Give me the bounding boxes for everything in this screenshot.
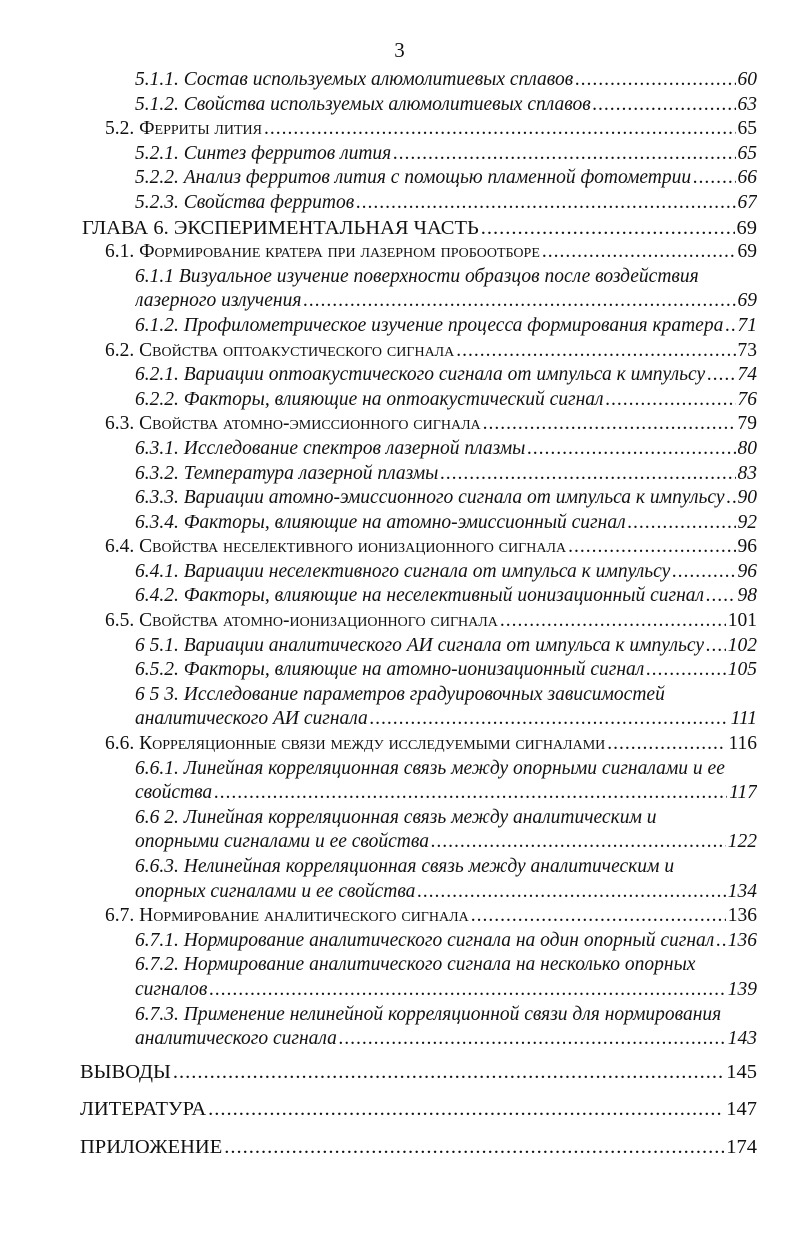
dot-leader [339, 1027, 726, 1052]
dot-leader [481, 216, 735, 241]
toc-entry-title: свойства [135, 782, 213, 804]
toc-entry-title: ГЛАВА 6. ЭКСПЕРИМЕНТАЛЬНАЯ ЧАСТЬ [82, 216, 479, 239]
toc-entry-6-6-3 [135, 855, 757, 904]
toc-entry-number: 6.4. [105, 536, 135, 558]
toc-entry-title: Свойства атомно-ионизационного сигнала [139, 610, 498, 632]
toc-entry-6-5 [105, 609, 757, 634]
toc-entry-title: опорных сигналами и ее свойства [135, 880, 416, 902]
toc-entry-6-3-3 [135, 486, 757, 511]
toc-entry-title-line1: 6.7.3. Применение нелинейной корреляционной связи для нормирования [135, 1003, 722, 1025]
toc-entry-title: аналитического АИ сигнала [135, 708, 368, 730]
toc-entry-number: 5.2. [105, 118, 135, 140]
toc-page-number: 101 [727, 610, 757, 632]
dot-leader [672, 560, 735, 585]
toc-page-number: 98 [737, 585, 757, 607]
toc-entry-title: Нормирование аналитического сигнала [139, 905, 469, 927]
toc-entry-title: 6.3.2. Температура лазерной плазмы [135, 462, 439, 484]
toc-entry-6-4 [105, 535, 757, 560]
toc-entry-number: 6.5. [105, 610, 135, 632]
toc-entry-6-3 [105, 412, 757, 437]
toc-page-number: 69 [737, 290, 757, 312]
toc-page-number: 136 [727, 929, 757, 951]
dot-leader [208, 1097, 724, 1122]
dot-leader [209, 978, 725, 1003]
dot-leader [568, 535, 735, 560]
toc-page-number: 102 [727, 634, 757, 656]
toc-entry-title: ЛИТЕРАТУРА [80, 1098, 207, 1121]
toc-entry-6-5-1 [135, 634, 757, 659]
toc-page-number: 71 [737, 314, 757, 336]
dot-leader [542, 240, 736, 265]
dot-leader [725, 314, 735, 339]
toc-entry-5-2-3 [135, 191, 757, 216]
dot-leader [456, 339, 735, 364]
dot-leader [214, 781, 727, 806]
toc-entry-6-6 [105, 732, 757, 757]
dot-leader [264, 117, 735, 142]
toc-page-number: 111 [730, 708, 757, 730]
toc-entry-title: 6.2.2. Факторы, влияющие на оптоакустический сигнал [135, 388, 604, 410]
toc-entry-title-line1: 6.6.3. Нелинейная корреляционная связь между аналитическим и [135, 856, 675, 877]
dot-leader [471, 904, 726, 929]
toc-entry-title: Корреляционные связи между исследуемыми сигналами [139, 733, 606, 755]
dot-leader [707, 363, 735, 388]
toc-entry-title: 6.3.4. Факторы, влияющие на атомно-эмиссионный сигнал [135, 511, 626, 533]
toc-entry-title: 6.3.1. Исследование спектров лазерной плазмы [135, 437, 526, 459]
toc-page-number: 147 [726, 1098, 757, 1121]
toc-page-number: 83 [737, 462, 757, 484]
toc-page-number: 69 [736, 216, 757, 239]
toc-entry-number: 6.3. [105, 413, 135, 435]
toc-entry-6-2 [105, 339, 757, 364]
toc-page-number: 117 [729, 782, 757, 804]
toc-page-number: 96 [737, 560, 757, 582]
toc-entry-6-2-2 [135, 388, 757, 413]
toc-entry-5-1-2 [135, 93, 757, 118]
dot-leader [628, 511, 736, 536]
toc-entry-6-6-1 [135, 757, 757, 806]
toc-entry-title: Свойства оптоакустического сигнала [139, 339, 455, 361]
toc-entry-6-7-2 [135, 953, 757, 1002]
toc-entry-title: сигналов [135, 978, 208, 1000]
toc-entry-6-5-3 [135, 683, 757, 732]
toc-entry-title: Свойства неселективного ионизационного сигнала [139, 536, 567, 558]
dot-leader [483, 412, 736, 437]
toc-entry-5-1-1 [135, 68, 757, 93]
toc-page-number: 92 [737, 511, 757, 533]
toc-page-number: 60 [737, 69, 757, 90]
toc-page-number: 65 [737, 142, 757, 164]
toc-entry-title: опорными сигналами и ее свойства [135, 831, 429, 853]
dot-leader [575, 68, 735, 93]
toc-page-number: 79 [737, 413, 757, 435]
toc-entry-number: 6.1. [105, 241, 135, 263]
toc-entry-title: 5.1.2. Свойства используемых алюмолитиевых сплавов [135, 93, 591, 115]
toc-page-number: 65 [737, 118, 757, 140]
toc-page-number: 105 [727, 659, 757, 681]
dot-leader [440, 462, 735, 487]
toc-entry-title: 6.4.1. Вариации неселективного сигнала от импульса к импульсу [135, 560, 671, 582]
toc-entry-title: 5.2.1. Синтез ферритов лития [135, 142, 392, 164]
toc-page-number: 67 [737, 191, 757, 213]
toc-entry-title: 5.1.1. Состав используемых алюмолитиевых сплавов [135, 69, 574, 90]
dot-leader [716, 929, 725, 954]
toc-entry-6-1-2 [135, 314, 757, 339]
toc-entry-title-line1: 6.6.1. Линейная корреляционная связь между опорными сигналами и ее [135, 757, 725, 779]
toc-entry-title: ВЫВОДЫ [80, 1060, 171, 1083]
toc-page-number: 143 [727, 1028, 757, 1050]
toc-entry-6-2-1 [135, 363, 757, 388]
toc-page-number: 116 [728, 733, 757, 755]
toc-page-number: 134 [727, 880, 757, 902]
toc-entry-title: лазерного излучения [135, 290, 302, 312]
toc-entry-number: 6.6. [105, 733, 135, 755]
toc-page-number: 139 [727, 978, 757, 1000]
toc-page-number: 80 [737, 437, 757, 459]
dot-leader [224, 1135, 724, 1160]
toc-entry-title: Свойства атомно-эмиссионного сигнала [139, 413, 481, 435]
dot-leader [500, 609, 726, 634]
toc-page-number: 136 [727, 905, 757, 927]
toc-entry-6-1-1 [135, 265, 757, 314]
dot-leader [417, 880, 725, 905]
toc-entry-title: 6.7.1. Нормирование аналитического сигнала на один опорный сигнал [135, 929, 715, 951]
toc-entry-number: 6.2. [105, 339, 135, 361]
toc-entry-6-5-2 [135, 658, 757, 683]
toc-page-number: 74 [737, 364, 757, 386]
toc-entry-title: 6.4.2. Факторы, влияющие на неселективный ионизационный сигнал [135, 585, 705, 607]
dot-leader [606, 388, 736, 413]
toc-entry-title-line1: 6.6 2. Линейная корреляционная связь между аналитическим и [135, 806, 657, 828]
toc-entry-title: 6 5.1. Вариации аналитического АИ сигнала от импульса к импульсу [135, 634, 704, 656]
toc-entry-6-7 [105, 904, 757, 929]
toc-page-number: 174 [726, 1135, 757, 1158]
dot-leader [527, 437, 735, 462]
dot-leader [431, 830, 726, 855]
toc-entry-title: 6.1.2. Профилометрическое изучение процесса формирования кратера [135, 314, 724, 336]
toc-page-number: 145 [726, 1060, 757, 1083]
toc-entry-5-2 [105, 117, 757, 142]
table-of-contents [0, 68, 799, 1160]
toc-entry-chapter-6 [82, 216, 757, 241]
dot-leader [173, 1060, 724, 1085]
toc-entry-6-6-2 [135, 806, 757, 855]
dot-leader [706, 634, 726, 659]
toc-entry-6-1 [105, 240, 757, 265]
toc-entry-title: ПРИЛОЖЕНИЕ [80, 1135, 223, 1158]
toc-entry-title: 5.2.2. Анализ ферритов лития с помощью пламенной фотометрии [135, 167, 692, 189]
dot-leader [370, 707, 729, 732]
toc-entry-5-2-1 [135, 142, 757, 167]
toc-entry-title-line1: 6.1.1 Визуальное изучение поверхности образцов после воздействия [135, 265, 699, 287]
toc-entry-6-3-4 [135, 511, 757, 536]
toc-entry-appendix [80, 1135, 757, 1160]
toc-entry-6-4-2 [135, 584, 757, 609]
toc-entry-title-line1: 6 5 3. Исследование параметров градуировочных зависимостей [135, 683, 665, 705]
toc-entry-6-7-3 [135, 1003, 757, 1052]
toc-page-number: 122 [727, 831, 757, 853]
toc-page-number: 63 [737, 93, 757, 115]
toc-entry-5-2-2 [135, 166, 757, 191]
toc-page-number: 73 [737, 339, 757, 361]
dot-leader [646, 658, 725, 683]
toc-entry-title: 6.2.1. Вариации оптоакустического сигнала от импульса к импульсу [135, 364, 706, 386]
dot-leader [303, 289, 735, 314]
toc-entry-title: 6.5.2. Факторы, влияющие на атомно-ионизационный сигнал [135, 659, 645, 681]
toc-page-number: 76 [737, 388, 757, 410]
toc-entry-title: аналитического сигнала [135, 1028, 337, 1050]
dot-leader [393, 142, 735, 167]
dot-leader [593, 93, 736, 118]
toc-entry-title: 6.3.3. Вариации атомно-эмиссионного сигнала от импульса к импульсу [135, 487, 725, 509]
toc-page-number: 96 [737, 536, 757, 558]
toc-entry-6-3-2 [135, 462, 757, 487]
toc-entry-conclusions [80, 1060, 757, 1085]
dot-leader [607, 732, 726, 757]
toc-page-number: 66 [737, 167, 757, 189]
dot-leader [693, 166, 735, 191]
toc-entry-title: Ферриты лития [139, 118, 263, 140]
dot-leader [706, 584, 735, 609]
toc-entry-6-7-1 [135, 929, 757, 954]
dot-leader [356, 191, 735, 216]
toc-entry-title-line1: 6.7.2. Нормирование аналитического сигнала на несколько опорных [135, 954, 696, 976]
toc-page-number: 90 [737, 487, 757, 509]
toc-entry-title: Формирование кратера при лазерном пробоотборе [139, 241, 540, 263]
toc-page-number: 69 [737, 241, 757, 263]
toc-entry-6-3-1 [135, 437, 757, 462]
toc-entry-6-4-1 [135, 560, 757, 585]
dot-leader [727, 486, 736, 511]
toc-entry-title: 5.2.3. Свойства ферритов [135, 191, 355, 213]
toc-entry-number: 6.7. [105, 905, 135, 927]
toc-entry-references [80, 1097, 757, 1122]
page-number: 3 [394, 38, 405, 62]
